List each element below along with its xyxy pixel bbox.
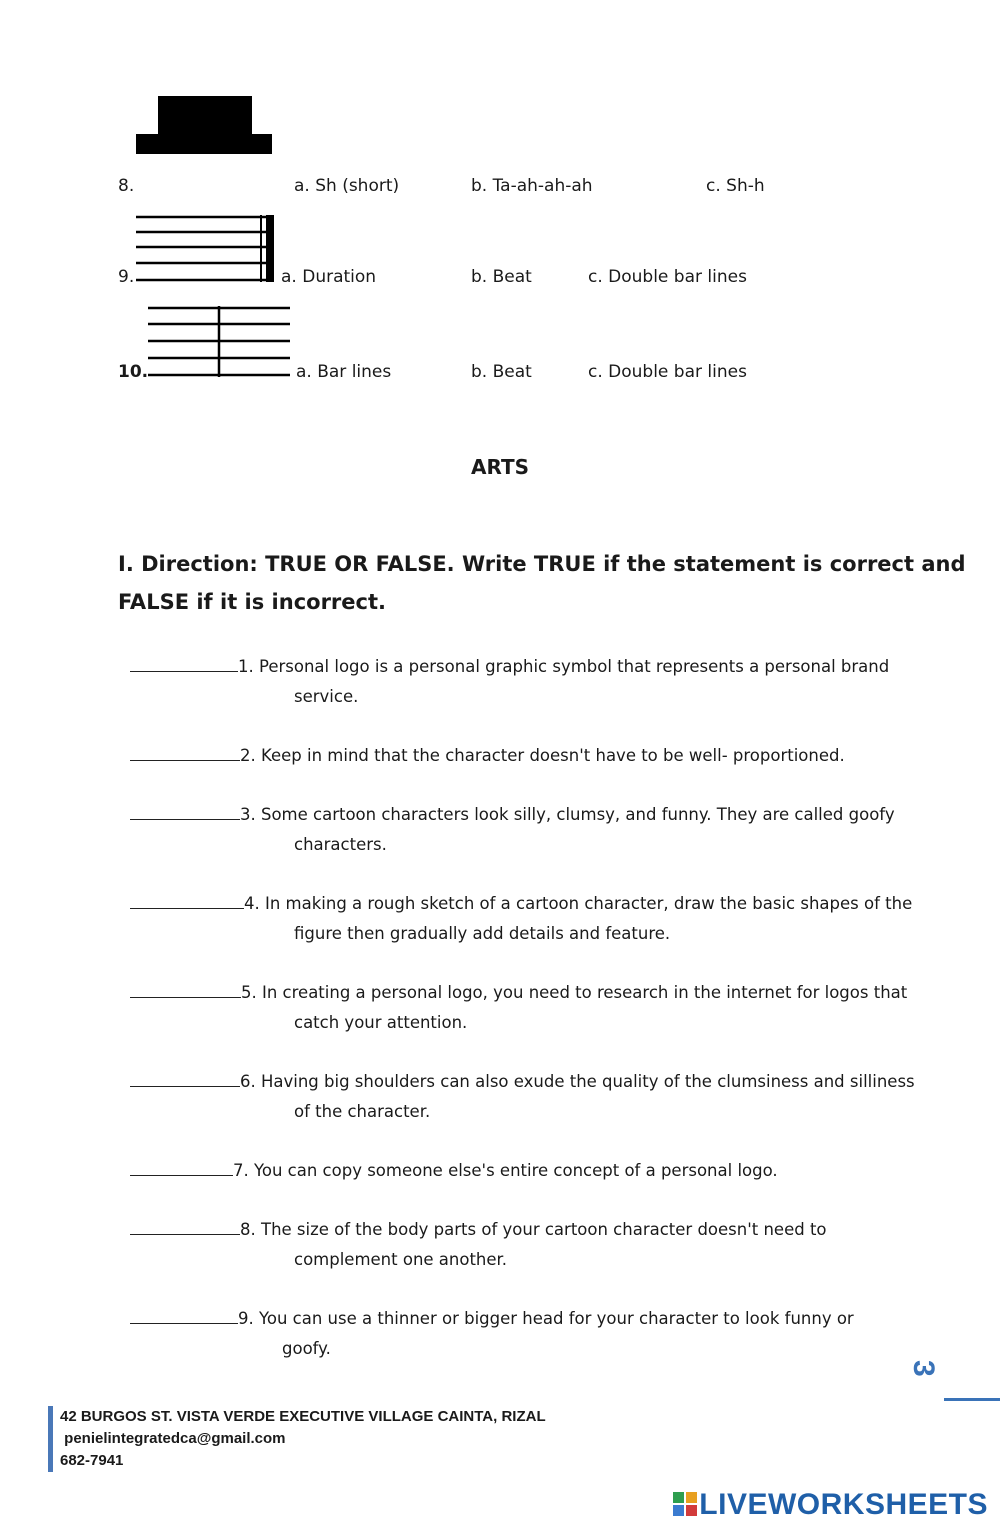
page-number	[906, 1360, 940, 1377]
statement-2	[130, 741, 845, 771]
footer-address: 42 BURGOS ST. VISTA VERDE EXECUTIVE VILLAGE CAINTA, RIZAL	[60, 1408, 546, 1425]
music-item-10-option-b: b. Beat	[471, 362, 532, 382]
statement-5-text: 5. In creating a personal logo, you need to research in the internet for logos that	[241, 983, 908, 1002]
music-item-10-option-c: c. Double bar lines	[588, 362, 747, 382]
answer-blank-9[interactable]	[130, 1307, 238, 1324]
music-item-8-option-a: a. Sh (short)	[294, 176, 400, 196]
statement-5	[130, 978, 907, 1038]
statement-2-text: 2. Keep in mind that the character doesn't have to be well- proportioned.	[240, 746, 845, 765]
statement-7-text: 7. You can copy someone else's entire concept of a personal logo.	[233, 1161, 778, 1180]
direction-line-2: FALSE if it is incorrect.	[118, 590, 386, 614]
rest-symbol	[136, 96, 272, 156]
answer-blank-1[interactable]	[130, 655, 238, 672]
statement-9	[130, 1304, 854, 1364]
statement-7	[130, 1156, 778, 1186]
liveworksheets-brand[interactable]	[673, 1488, 988, 1522]
statement-9-continuation: goofy.	[282, 1339, 331, 1358]
statement-6-text: 6. Having big shoulders can also exude the quality of the clumsiness and silliness	[240, 1072, 915, 1091]
page-number-rule	[944, 1398, 1000, 1401]
statement-4-text: 4. In making a rough sketch of a cartoon character, draw the basic shapes of the	[244, 894, 913, 913]
statement-4-continuation: figure then gradually add details and feature.	[294, 924, 671, 943]
answer-blank-2[interactable]	[130, 744, 240, 761]
answer-blank-6[interactable]	[130, 1070, 240, 1087]
statement-8-continuation: complement one another.	[294, 1250, 508, 1269]
section-title: ARTS	[470, 455, 530, 479]
statement-3-continuation: characters.	[294, 835, 387, 854]
answer-blank-3[interactable]	[130, 803, 240, 820]
footer-phone: 682-7941	[60, 1452, 124, 1469]
statement-8	[130, 1215, 827, 1275]
statement-5-continuation: catch your attention.	[294, 1013, 468, 1032]
music-item-8-option-c: c. Sh-h	[706, 176, 765, 196]
music-item-9-number: 9.	[118, 267, 135, 287]
statement-4	[130, 889, 912, 949]
music-item-10-option-a: a. Bar lines	[296, 362, 392, 382]
footer-contact	[48, 1406, 546, 1472]
music-item-9-option-c: c. Double bar lines	[588, 267, 747, 287]
music-item-9-option-a: a. Duration	[281, 267, 377, 287]
answer-blank-8[interactable]	[130, 1218, 240, 1235]
statement-1	[130, 652, 889, 712]
liveworksheets-logo-icon	[673, 1492, 697, 1516]
statement-9-text: 9. You can use a thinner or bigger head for your character to look funny or	[238, 1309, 854, 1328]
music-item-8-number: 8.	[118, 176, 135, 196]
answer-blank-4[interactable]	[130, 892, 244, 909]
music-item-9-option-b: b. Beat	[471, 267, 532, 287]
music-item-8-option-b: b. Ta-ah-ah-ah	[471, 176, 593, 196]
page-number-text: 3	[907, 1360, 940, 1377]
music-item-10-number: 10.	[118, 362, 149, 382]
statement-6-continuation: of the character.	[294, 1102, 431, 1121]
statement-8-text: 8. The size of the body parts of your cartoon character doesn't need to	[240, 1220, 827, 1239]
staff-bar-line-symbol	[146, 305, 292, 379]
direction-line-1: I. Direction: TRUE OR FALSE. Write TRUE if the statement is correct and	[118, 552, 966, 576]
answer-blank-5[interactable]	[130, 981, 241, 998]
statement-1-continuation: service.	[294, 687, 359, 706]
statement-1-text: 1. Personal logo is a personal graphic symbol that represents a personal brand	[238, 657, 890, 676]
answer-blank-7[interactable]	[130, 1159, 233, 1176]
staff-double-bar-symbol	[136, 213, 278, 285]
statement-3-text: 3. Some cartoon characters look silly, clumsy, and funny. They are called goofy	[240, 805, 895, 824]
statement-6	[130, 1067, 915, 1127]
footer-email: penielintegratedca@gmail.com	[60, 1430, 286, 1447]
brand-text: LIVEWORKSHEETS	[699, 1488, 988, 1521]
statement-3	[130, 800, 895, 860]
